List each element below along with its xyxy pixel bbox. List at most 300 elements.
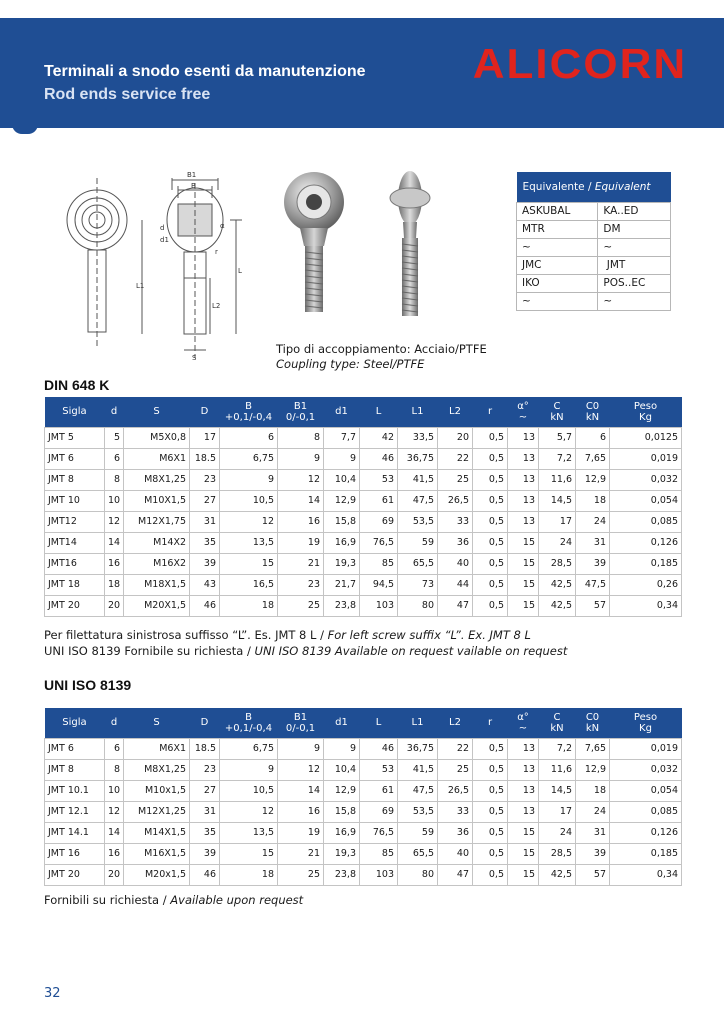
table-cell: 13 — [508, 801, 539, 822]
table-cell: 47,5 — [398, 490, 438, 511]
upon-request-note: Fornibili su richiesta / Available upon request — [44, 893, 304, 907]
table-row — [45, 759, 682, 780]
table-cell: 16 — [105, 843, 124, 864]
table-cell: 0,5 — [473, 511, 508, 532]
table-cell: 0,5 — [473, 822, 508, 843]
table-cell: 47 — [438, 595, 473, 616]
table-cell: 0,185 — [610, 553, 682, 574]
table-cell: 36,75 — [398, 448, 438, 469]
table-cell: 0,085 — [610, 511, 682, 532]
table-cell: 23,8 — [324, 864, 360, 885]
table-cell: M5X0,8 — [124, 427, 190, 448]
coupling-type-en: Coupling type: Steel/PTFE — [276, 357, 425, 371]
column-header: L2 — [438, 397, 473, 427]
table-cell: 28,5 — [539, 843, 576, 864]
table-cell: 26,5 — [438, 490, 473, 511]
table-cell: 18 — [576, 490, 610, 511]
table-row — [45, 448, 682, 469]
table-cell: 13,5 — [220, 532, 278, 553]
column-header: L1 — [398, 397, 438, 427]
table-cell: 9 — [278, 738, 324, 759]
table-cell: 42 — [360, 427, 398, 448]
table-cell: 21 — [278, 843, 324, 864]
table-cell: 42,5 — [539, 595, 576, 616]
table-cell: 7,2 — [539, 738, 576, 759]
table-cell: 57 — [576, 864, 610, 885]
table-cell: M6X1 — [124, 448, 190, 469]
table-cell: 44 — [438, 574, 473, 595]
table-cell: 25 — [278, 595, 324, 616]
table-cell: 0,5 — [473, 843, 508, 864]
equivalent-brand: JMC — [517, 256, 598, 274]
table-cell: 10,4 — [324, 469, 360, 490]
table-cell: 47,5 — [576, 574, 610, 595]
table-cell: 25 — [438, 469, 473, 490]
table-cell: JMT14 — [45, 532, 105, 553]
table-cell: 0,5 — [473, 469, 508, 490]
table-cell: JMT 10.1 — [45, 780, 105, 801]
equivalents-body — [517, 202, 671, 310]
table-cell: 33 — [438, 801, 473, 822]
table-cell: 15 — [220, 553, 278, 574]
equivalents-table — [516, 172, 671, 311]
table-cell: 14 — [278, 780, 324, 801]
table-cell: 18 — [220, 864, 278, 885]
table-cell: 24 — [539, 532, 576, 553]
equivalent-row — [517, 220, 671, 238]
table-row — [45, 822, 682, 843]
table-cell: 17 — [190, 427, 220, 448]
table-cell: 0,5 — [473, 532, 508, 553]
table-cell: 12 — [278, 759, 324, 780]
table-cell: 20 — [105, 595, 124, 616]
table-cell: 16,9 — [324, 532, 360, 553]
column-header: d — [105, 397, 124, 427]
table-cell: 13 — [508, 759, 539, 780]
table-row — [45, 574, 682, 595]
table-cell: 16 — [278, 511, 324, 532]
table-row — [45, 427, 682, 448]
table-cell: 24 — [539, 822, 576, 843]
table-cell: JMT 8 — [45, 759, 105, 780]
table-cell: 42,5 — [539, 864, 576, 885]
dim-l2: L2 — [212, 302, 221, 310]
dim-d1: d1 — [160, 236, 169, 244]
table-cell: 5 — [105, 427, 124, 448]
table-cell: 31 — [576, 532, 610, 553]
table-cell: 15 — [508, 553, 539, 574]
table-cell: 33 — [438, 511, 473, 532]
table-cell: 27 — [190, 780, 220, 801]
table-cell: JMT 6 — [45, 448, 105, 469]
table-cell: 19 — [278, 822, 324, 843]
table-cell: 6,75 — [220, 448, 278, 469]
table-cell: 39 — [576, 843, 610, 864]
table-cell: 35 — [190, 532, 220, 553]
column-header: α° ~ — [508, 397, 539, 427]
table-cell: 27 — [190, 490, 220, 511]
column-header: Sigla — [45, 397, 105, 427]
table-cell: 61 — [360, 490, 398, 511]
table-cell: 76,5 — [360, 822, 398, 843]
table-cell: 21 — [278, 553, 324, 574]
equivalent-series: JMT — [598, 256, 671, 274]
coupling-type-it: Tipo di accoppiamento: Acciaio/PTFE — [276, 342, 487, 356]
table-cell: 15,8 — [324, 801, 360, 822]
alicorn-logo — [470, 44, 690, 86]
table-cell: 12 — [278, 469, 324, 490]
table-cell: 0,126 — [610, 532, 682, 553]
table-row — [45, 490, 682, 511]
table-cell: 14 — [105, 532, 124, 553]
table-cell: 14 — [278, 490, 324, 511]
equivalent-row — [517, 202, 671, 220]
table-cell: 12 — [220, 511, 278, 532]
equivalent-brand: ASKUBAL — [517, 202, 598, 220]
table-cell: 11,6 — [539, 759, 576, 780]
dim-d: d — [160, 224, 165, 232]
table-cell: 41,5 — [398, 759, 438, 780]
column-header: Peso Kg — [610, 708, 682, 738]
table-cell: 0,5 — [473, 780, 508, 801]
column-header: L1 — [398, 708, 438, 738]
table-cell: 80 — [398, 595, 438, 616]
table-cell: 23 — [278, 574, 324, 595]
table-cell: 14 — [105, 822, 124, 843]
table-cell: 15 — [508, 843, 539, 864]
table-cell: 19,3 — [324, 553, 360, 574]
column-header: S — [124, 397, 190, 427]
equivalent-brand: MTR — [517, 220, 598, 238]
rod-end-photo-front — [280, 170, 350, 315]
equivalent-series: DM — [598, 220, 671, 238]
table-cell: 8 — [278, 427, 324, 448]
column-header: C0 kN — [576, 397, 610, 427]
equivalents-header: Equivalente / Equivalent — [517, 172, 671, 202]
table-cell: 15 — [508, 595, 539, 616]
equivalent-brand: IKO — [517, 274, 598, 292]
table-cell: 9 — [324, 738, 360, 759]
uni-section-title: UNI ISO 8139 — [44, 677, 132, 693]
table-cell: 0,34 — [610, 595, 682, 616]
table-cell: 0,185 — [610, 843, 682, 864]
column-header: r — [473, 708, 508, 738]
dim-alpha: α — [220, 222, 225, 230]
table-cell: 0,5 — [473, 448, 508, 469]
table-cell: 13 — [508, 427, 539, 448]
equivalent-series: ~ — [598, 238, 671, 256]
column-header: L — [360, 708, 398, 738]
column-header: B1 0/-0,1 — [278, 708, 324, 738]
table-cell: 10,4 — [324, 759, 360, 780]
table-cell: 6 — [105, 738, 124, 759]
technical-drawing — [60, 168, 255, 363]
table-cell: 7,65 — [576, 738, 610, 759]
uni-availability-note: UNI ISO 8139 Fornibile su richiesta / UNI ISO 8139 Available on request vailable on request — [44, 644, 568, 658]
table-cell: 7,65 — [576, 448, 610, 469]
table-cell: 46 — [190, 864, 220, 885]
equivalent-row — [517, 292, 671, 310]
equivalent-series: POS..EC — [598, 274, 671, 292]
table-cell: 20 — [438, 427, 473, 448]
table-cell: 18.5 — [190, 738, 220, 759]
table-cell: 26,5 — [438, 780, 473, 801]
table-cell: 6,75 — [220, 738, 278, 759]
table-cell: 14,5 — [539, 780, 576, 801]
table-cell: M8X1,25 — [124, 469, 190, 490]
table-cell: 47 — [438, 864, 473, 885]
table-cell: JMT 5 — [45, 427, 105, 448]
table-cell: 12 — [105, 801, 124, 822]
dim-b1: B1 — [187, 171, 197, 179]
table-cell: 0,5 — [473, 553, 508, 574]
table-cell: 12,9 — [576, 759, 610, 780]
column-header: α° ~ — [508, 708, 539, 738]
table-row — [45, 595, 682, 616]
table-row — [45, 511, 682, 532]
table-cell: M20x1,5 — [124, 864, 190, 885]
table-cell: 0,5 — [473, 759, 508, 780]
table-cell: 41,5 — [398, 469, 438, 490]
table-cell: 18 — [105, 574, 124, 595]
table-cell: M10x1,5 — [124, 780, 190, 801]
table-cell: 13 — [508, 448, 539, 469]
table-cell: 12,9 — [324, 490, 360, 511]
table-cell: 16 — [278, 801, 324, 822]
table-cell: JMT 16 — [45, 843, 105, 864]
table-cell: M16X2 — [124, 553, 190, 574]
table-cell: M12X1,25 — [124, 801, 190, 822]
table-cell: 23 — [190, 759, 220, 780]
table-cell: 36 — [438, 532, 473, 553]
equivalent-brand: ~ — [517, 292, 598, 310]
table-cell: 23,8 — [324, 595, 360, 616]
table-cell: 40 — [438, 553, 473, 574]
table-cell: 6 — [105, 448, 124, 469]
table-cell: 69 — [360, 801, 398, 822]
table-cell: 24 — [576, 801, 610, 822]
table-cell: 13 — [508, 490, 539, 511]
table-row — [45, 553, 682, 574]
table-cell: 65,5 — [398, 553, 438, 574]
table-cell: 12 — [220, 801, 278, 822]
table-cell: 0,5 — [473, 738, 508, 759]
table-cell: 19,3 — [324, 843, 360, 864]
table-cell: 10,5 — [220, 780, 278, 801]
table-cell: 13,5 — [220, 822, 278, 843]
table-cell: 46 — [190, 595, 220, 616]
table-cell: 19 — [278, 532, 324, 553]
table-cell: 24 — [576, 511, 610, 532]
table-cell: 15 — [508, 532, 539, 553]
column-header: L — [360, 397, 398, 427]
table-row — [45, 738, 682, 759]
table-cell: 14,5 — [539, 490, 576, 511]
table-cell: 53 — [360, 469, 398, 490]
table-cell: 46 — [360, 448, 398, 469]
table-cell: 16 — [105, 553, 124, 574]
table-cell: 9 — [220, 469, 278, 490]
table-cell: 65,5 — [398, 843, 438, 864]
column-header: B +0,1/-0,4 — [220, 708, 278, 738]
table-cell: 57 — [576, 595, 610, 616]
equivalent-row — [517, 238, 671, 256]
table-cell: M6X1 — [124, 738, 190, 759]
page-title-english: Rod ends service free — [44, 86, 211, 103]
column-header: D — [190, 708, 220, 738]
table-cell: 76,5 — [360, 532, 398, 553]
table-cell: 13 — [508, 469, 539, 490]
table-cell: 47,5 — [398, 780, 438, 801]
dim-l: L — [238, 267, 242, 275]
table-row — [45, 780, 682, 801]
table-row — [45, 843, 682, 864]
table-cell: 0,032 — [610, 469, 682, 490]
table-cell: JMT16 — [45, 553, 105, 574]
table-cell: 9 — [324, 448, 360, 469]
table-cell: 0,5 — [473, 864, 508, 885]
table-cell: 39 — [190, 843, 220, 864]
table-cell: M14X2 — [124, 532, 190, 553]
table-cell: 13 — [508, 738, 539, 759]
table-cell: 0,5 — [473, 574, 508, 595]
table-cell: 0,126 — [610, 822, 682, 843]
table-cell: 12,9 — [576, 469, 610, 490]
page-number: 32 — [44, 986, 61, 1001]
dim-r: r — [215, 248, 218, 256]
equivalent-series: KA..ED — [598, 202, 671, 220]
table-cell: 28,5 — [539, 553, 576, 574]
table-cell: 21,7 — [324, 574, 360, 595]
table-cell: 0,054 — [610, 490, 682, 511]
table-cell: 12 — [105, 511, 124, 532]
table-row — [45, 864, 682, 885]
table-cell: 13 — [508, 511, 539, 532]
rod-end-photo-side — [385, 170, 435, 320]
table-cell: 0,019 — [610, 448, 682, 469]
table-cell: 80 — [398, 864, 438, 885]
table-cell: 0,0125 — [610, 427, 682, 448]
coupling-type — [276, 342, 487, 372]
table-cell: 31 — [190, 801, 220, 822]
equivalent-brand: ~ — [517, 238, 598, 256]
table-cell: 69 — [360, 511, 398, 532]
table-cell: 11,6 — [539, 469, 576, 490]
table-cell: 0,5 — [473, 801, 508, 822]
table-cell: 7,7 — [324, 427, 360, 448]
table-cell: 9 — [278, 448, 324, 469]
table-cell: 20 — [105, 864, 124, 885]
table-cell: 15,8 — [324, 511, 360, 532]
table-cell: 18.5 — [190, 448, 220, 469]
table-cell: 25 — [278, 864, 324, 885]
column-header: B +0,1/-0,4 — [220, 397, 278, 427]
column-header: d1 — [324, 397, 360, 427]
dim-b: B — [191, 182, 196, 190]
column-header: d1 — [324, 708, 360, 738]
column-header: C0 kN — [576, 708, 610, 738]
table-cell: 36,75 — [398, 738, 438, 759]
table-row — [45, 469, 682, 490]
table-cell: 33,5 — [398, 427, 438, 448]
table-cell: 16,5 — [220, 574, 278, 595]
table-cell: 85 — [360, 553, 398, 574]
uni-spec-table — [44, 708, 682, 886]
table-cell: 9 — [220, 759, 278, 780]
table-cell: 8 — [105, 759, 124, 780]
column-header: Sigla — [45, 708, 105, 738]
table-cell: M16X1,5 — [124, 843, 190, 864]
table-cell: 73 — [398, 574, 438, 595]
column-header: d — [105, 708, 124, 738]
table-cell: 31 — [190, 511, 220, 532]
table-cell: 15 — [220, 843, 278, 864]
table-cell: M12X1,75 — [124, 511, 190, 532]
table-cell: 35 — [190, 822, 220, 843]
left-screw-note: Per filettatura sinistrosa suffisso “L”. Es. JMT 8 L / For left screw suffix “L”. Ex. JMT 8 L — [44, 628, 531, 642]
dim-l1: L1 — [136, 282, 145, 290]
table-cell: 85 — [360, 843, 398, 864]
table-cell: 22 — [438, 448, 473, 469]
equivalent-row — [517, 256, 671, 274]
table-cell: M20X1,5 — [124, 595, 190, 616]
table-cell: 15 — [508, 574, 539, 595]
table-cell: 61 — [360, 780, 398, 801]
table-cell: 0,26 — [610, 574, 682, 595]
logo-wordmark: ALICORN — [472, 44, 688, 86]
table-cell: JMT 18 — [45, 574, 105, 595]
table-cell: 59 — [398, 532, 438, 553]
table-cell: 17 — [539, 511, 576, 532]
table-row — [45, 532, 682, 553]
table-cell: M14X1,5 — [124, 822, 190, 843]
table-cell: 7,2 — [539, 448, 576, 469]
column-header: r — [473, 397, 508, 427]
table-cell: 25 — [438, 759, 473, 780]
table-cell: 42,5 — [539, 574, 576, 595]
table-cell: 18 — [220, 595, 278, 616]
column-header: C kN — [539, 708, 576, 738]
column-header: C kN — [539, 397, 576, 427]
table-cell: 59 — [398, 822, 438, 843]
table-cell: 18 — [576, 780, 610, 801]
column-header: S — [124, 708, 190, 738]
table-cell: JMT 8 — [45, 469, 105, 490]
table-cell: 39 — [576, 553, 610, 574]
din-spec-table — [44, 397, 682, 617]
table-cell: 0,085 — [610, 801, 682, 822]
din-section-title: DIN 648 K — [44, 377, 110, 393]
table-cell: M8X1,25 — [124, 759, 190, 780]
table-cell: 10,5 — [220, 490, 278, 511]
table-cell: 36 — [438, 822, 473, 843]
table-cell: JMT 14.1 — [45, 822, 105, 843]
table-cell: 46 — [360, 738, 398, 759]
table-cell: 13 — [508, 780, 539, 801]
table-cell: 53 — [360, 759, 398, 780]
table-cell: 12,9 — [324, 780, 360, 801]
table-cell: 103 — [360, 595, 398, 616]
table-cell: 0,5 — [473, 490, 508, 511]
table-cell: 53,5 — [398, 801, 438, 822]
table-cell: 0,34 — [610, 864, 682, 885]
table-cell: 94,5 — [360, 574, 398, 595]
table-cell: 6 — [220, 427, 278, 448]
table-cell: 5,7 — [539, 427, 576, 448]
table-cell: 43 — [190, 574, 220, 595]
table-cell: 16,9 — [324, 822, 360, 843]
table-cell: 6 — [576, 427, 610, 448]
